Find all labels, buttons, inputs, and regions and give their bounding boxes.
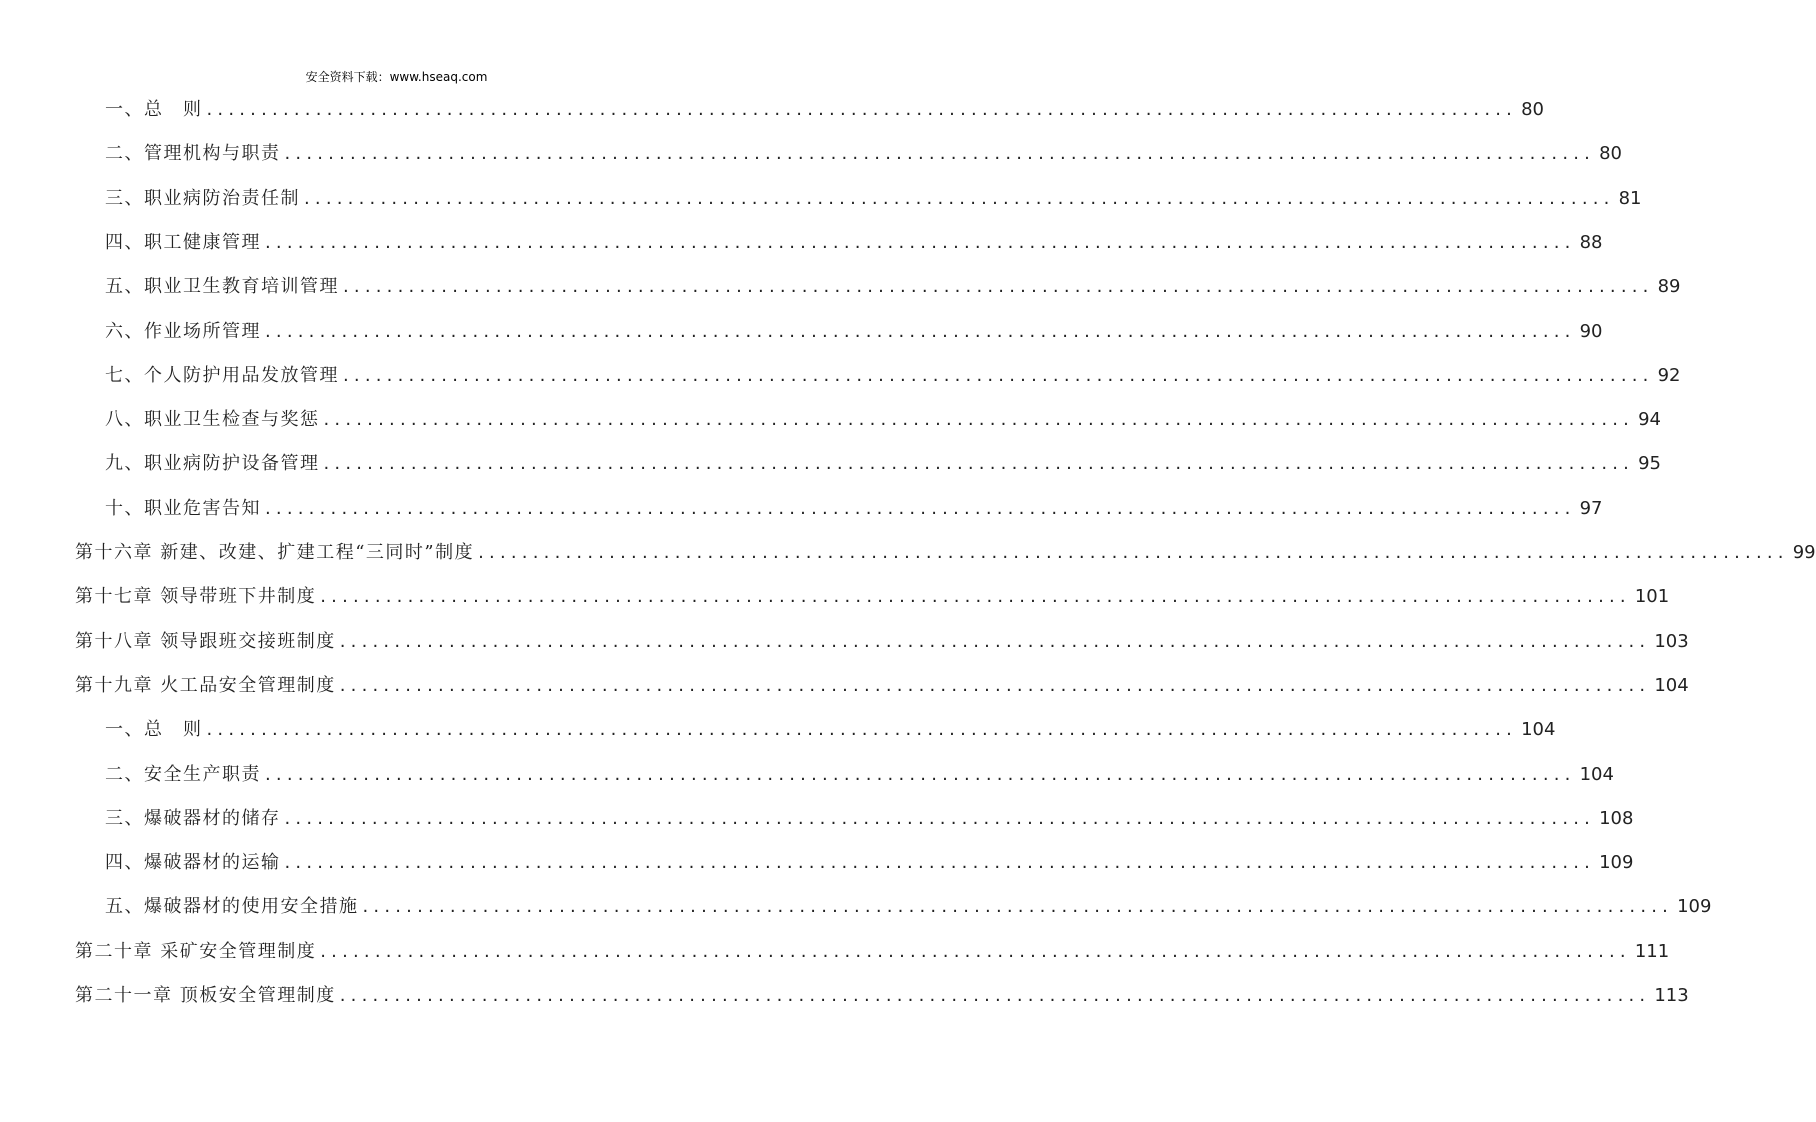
toc-entry[interactable] <box>105 893 1712 921</box>
toc-entry[interactable] <box>105 140 1623 168</box>
toc-entry-page: 92 <box>1657 364 1681 386</box>
toc-entry-page: 104 <box>1654 674 1689 696</box>
toc-entry[interactable] <box>105 849 1634 877</box>
toc-entry-page: 88 <box>1579 231 1603 253</box>
toc-dot-leader: ........................................................................................................................ <box>339 674 1651 696</box>
toc-entry-title: 五、爆破器材的使用安全措施 <box>105 896 359 918</box>
toc-entry-page: 104 <box>1521 719 1556 741</box>
toc-dot-leader: ........................................................................................................................ <box>320 940 1631 962</box>
toc-dot-leader: ........................................................................................................................ <box>478 542 1789 563</box>
toc-entry-page: 97 <box>1579 497 1603 519</box>
toc-dot-leader: ........................................................................................................................ <box>284 852 1596 874</box>
toc-dot-leader: ........................................................................................................................ <box>323 453 1635 475</box>
toc-entry-page: 104 <box>1579 763 1614 785</box>
toc-entry[interactable] <box>105 716 1556 744</box>
toc-entry-page: 108 <box>1599 807 1634 829</box>
toc-entry-title: 一、总 则 <box>105 99 203 120</box>
toc-dot-leader: ........................................................................................................................ <box>206 99 1518 120</box>
toc-entry[interactable] <box>75 539 1816 567</box>
toc-entry-title: 二、管理机构与职责 <box>105 143 281 165</box>
toc-entry-title: 四、爆破器材的运输 <box>105 852 281 874</box>
toc-entry[interactable] <box>105 761 1614 789</box>
toc-entry-page: 94 <box>1638 409 1662 431</box>
toc-entry-page: 99 <box>1792 542 1816 563</box>
toc-entry-page: 81 <box>1618 187 1642 209</box>
toc-entry-page: 113 <box>1654 985 1689 1006</box>
toc-entry-title: 第十七章 领导带班下井制度 <box>75 586 317 608</box>
toc-dot-leader: ........................................................................................................................ <box>284 143 1596 165</box>
toc-entry-page: 90 <box>1579 320 1603 342</box>
toc-entry-title: 第十九章 火工品安全管理制度 <box>75 674 336 696</box>
toc-entry[interactable] <box>105 273 1681 301</box>
toc-entry-title: 第二十章 采矿安全管理制度 <box>75 940 317 962</box>
toc-dot-leader: ........................................................................................................................ <box>323 409 1635 431</box>
toc-dot-leader: ........................................................................................................................ <box>265 320 1576 342</box>
toc-entry-page: 80 <box>1599 143 1623 165</box>
toc-entry[interactable] <box>105 362 1681 390</box>
toc-entry[interactable] <box>105 450 1662 478</box>
toc-entry[interactable] <box>75 982 1689 1010</box>
toc-entry-title: 二、安全生产职责 <box>105 763 261 785</box>
toc-dot-leader: ........................................................................................................................ <box>343 364 1654 386</box>
toc-entry-page: 111 <box>1634 940 1670 962</box>
toc-dot-leader: ........................................................................................................................ <box>265 763 1576 785</box>
toc-entry[interactable] <box>105 495 1603 523</box>
toc-entry[interactable] <box>105 406 1662 434</box>
toc-entry-title: 第十八章 领导跟班交接班制度 <box>75 630 336 652</box>
toc-entry-title: 六、作业场所管理 <box>105 320 261 342</box>
toc-dot-leader: ........................................................................................................................ <box>206 719 1518 741</box>
toc-dot-leader: ........................................................................................................................ <box>284 807 1596 829</box>
toc-entry[interactable] <box>75 583 1670 611</box>
toc-entry-title: 一、总 则 <box>105 719 203 741</box>
toc-entry-title: 八、职业卫生检查与奖惩 <box>105 409 320 431</box>
toc-entry[interactable] <box>105 805 1634 833</box>
toc-entry[interactable] <box>105 229 1603 257</box>
toc-entry[interactable] <box>105 318 1603 346</box>
toc-entry-page: 109 <box>1599 852 1634 874</box>
toc-entry-title: 十、职业危害告知 <box>105 497 261 519</box>
toc-dot-leader: ........................................................................................................................ <box>339 630 1651 652</box>
toc-entry[interactable] <box>105 185 1642 213</box>
toc-dot-leader: ........................................................................................................................ <box>265 497 1576 519</box>
toc-entry-page: 103 <box>1654 630 1689 652</box>
toc-entry-title: 第十六章 新建、改建、扩建工程“三同时”制度 <box>75 542 475 563</box>
toc-entry-page: 95 <box>1638 453 1662 475</box>
toc-dot-leader: ........................................................................................................................ <box>339 985 1651 1006</box>
toc-entry-page: 80 <box>1521 99 1545 120</box>
toc-entry-title: 三、爆破器材的储存 <box>105 807 281 829</box>
toc-entry-title: 第二十一章 顶板安全管理制度 <box>75 985 336 1006</box>
toc-entry-page: 101 <box>1634 586 1670 608</box>
page-header: 安全资料下载：www.hseaq.com <box>305 70 488 84</box>
toc-dot-leader: ........................................................................................................................ <box>320 586 1631 608</box>
toc-entry[interactable] <box>75 628 1689 656</box>
toc-dot-leader: ........................................................................................................................ <box>362 896 1674 918</box>
toc-entry-title: 七、个人防护用品发放管理 <box>105 364 339 386</box>
toc-entry-title: 九、职业病防护设备管理 <box>105 453 320 475</box>
toc-entry-title: 三、职业病防治责任制 <box>105 187 300 209</box>
toc-dot-leader: ........................................................................................................................ <box>265 231 1576 253</box>
toc-dot-leader: ........................................................................................................................ <box>304 187 1615 209</box>
toc-entry-title: 四、职工健康管理 <box>105 231 261 253</box>
toc-entry-title: 五、职业卫生教育培训管理 <box>105 276 339 298</box>
toc-entry-page: 89 <box>1657 276 1681 298</box>
toc-entry[interactable] <box>75 938 1670 966</box>
toc-dot-leader: ........................................................................................................................ <box>343 276 1654 298</box>
toc-entry-page: 109 <box>1677 896 1712 918</box>
toc-entry[interactable] <box>105 96 1545 124</box>
toc-entry[interactable] <box>75 672 1689 700</box>
